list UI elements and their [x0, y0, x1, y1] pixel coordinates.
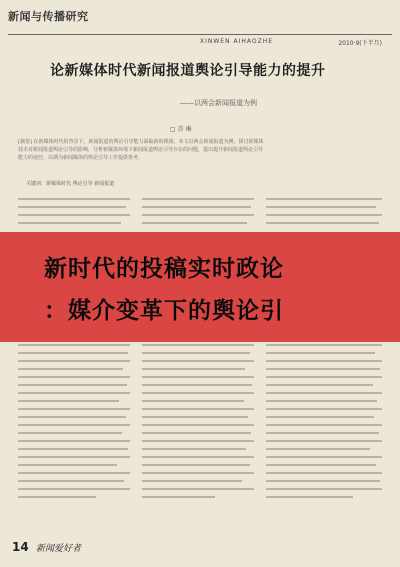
text-line — [142, 424, 254, 426]
text-line — [142, 392, 254, 394]
text-line — [18, 448, 128, 450]
text-line — [266, 384, 373, 386]
banner-headline-line2: ：媒介变革下的舆论引 — [44, 298, 284, 324]
text-line — [142, 352, 250, 354]
text-line — [266, 464, 376, 466]
text-line — [266, 392, 382, 394]
text-line — [142, 480, 242, 482]
article-abstract — [18, 138, 382, 162]
text-line — [266, 488, 382, 490]
text-line — [142, 456, 254, 458]
text-line — [142, 448, 246, 450]
abstract-line: [摘要] 在新媒体时代的背景下，新闻报道的舆论引导能力面临新的挑战，本文以两会新闻报道为例，探讨新媒体 — [18, 139, 264, 145]
header-divider — [8, 34, 392, 35]
author-text: □ 苏 琳 — [170, 126, 192, 133]
text-line — [18, 472, 130, 474]
text-line — [142, 376, 254, 378]
text-line — [266, 400, 377, 402]
text-line — [142, 432, 251, 434]
text-line — [142, 368, 245, 370]
text-line — [18, 214, 130, 216]
text-line — [142, 222, 247, 224]
text-line — [18, 440, 130, 442]
abstract-line: 技术对新闻报道舆论引导的影响，分析新媒体环境下新闻报道舆论引导存在的问题，提出提升新闻报道舆论引导 — [18, 147, 264, 153]
banner-headline-line1: 新时代的投稿实时政论 — [44, 256, 284, 282]
text-line — [266, 424, 382, 426]
text-line — [266, 472, 382, 474]
text-line — [142, 344, 254, 346]
journal-section-tag: 新闻与传播研究 — [8, 10, 89, 23]
text-line — [266, 432, 379, 434]
text-line — [18, 480, 124, 482]
text-line — [266, 198, 382, 200]
text-line — [18, 352, 128, 354]
text-line — [18, 384, 127, 386]
text-line — [266, 214, 382, 216]
text-line — [142, 464, 250, 466]
text-line — [18, 408, 130, 410]
text-line — [142, 472, 254, 474]
text-line — [142, 214, 254, 216]
footer-journal-name: 新闻爱好者 — [36, 544, 82, 554]
text-line — [18, 488, 130, 490]
text-line — [266, 480, 380, 482]
text-line — [18, 206, 126, 208]
text-line — [142, 440, 254, 442]
text-line — [266, 440, 382, 442]
text-line — [142, 400, 244, 402]
text-line — [18, 198, 130, 200]
text-line — [266, 360, 382, 362]
article-keywords: 关键词：新媒体时代 舆论引导 新闻报道 — [26, 181, 115, 187]
text-line — [18, 496, 96, 498]
text-line — [18, 392, 130, 394]
text-line — [266, 496, 353, 498]
text-line — [266, 206, 376, 208]
text-line — [142, 416, 248, 418]
text-line — [266, 448, 370, 450]
text-line — [266, 408, 382, 410]
text-line — [18, 368, 123, 370]
text-line — [266, 416, 374, 418]
text-line — [142, 360, 254, 362]
page-number: 14 — [12, 540, 29, 554]
text-line — [18, 376, 130, 378]
text-line — [142, 488, 254, 490]
text-line — [266, 352, 375, 354]
text-line — [18, 344, 130, 346]
text-line — [142, 408, 254, 410]
text-line — [142, 496, 215, 498]
text-line — [142, 206, 251, 208]
text-line — [18, 464, 117, 466]
article-author — [170, 124, 191, 133]
journal-latin-name: XINWEN AIHAOZHE — [200, 38, 274, 45]
article-subtitle: ——以两会新闻报道为例 — [180, 99, 257, 107]
text-line — [18, 360, 130, 362]
text-line — [18, 400, 119, 402]
text-line — [266, 344, 382, 346]
text-line — [266, 376, 382, 378]
text-line — [18, 456, 130, 458]
abstract-line: 能力的途径，以期为新闻媒体的舆论引导工作提供参考。 — [18, 155, 144, 161]
overlay-banner — [0, 232, 400, 342]
issue-info: 2010·9(下半月) — [338, 40, 382, 47]
text-line — [266, 222, 379, 224]
text-line — [142, 384, 252, 386]
text-line — [266, 368, 380, 370]
text-line — [266, 456, 382, 458]
text-line — [18, 416, 126, 418]
text-line — [18, 424, 130, 426]
article-title: 论新媒体时代新闻报道舆论引导能力的提升 — [50, 63, 326, 79]
text-line — [18, 222, 121, 224]
text-line — [18, 432, 122, 434]
text-line — [142, 198, 254, 200]
